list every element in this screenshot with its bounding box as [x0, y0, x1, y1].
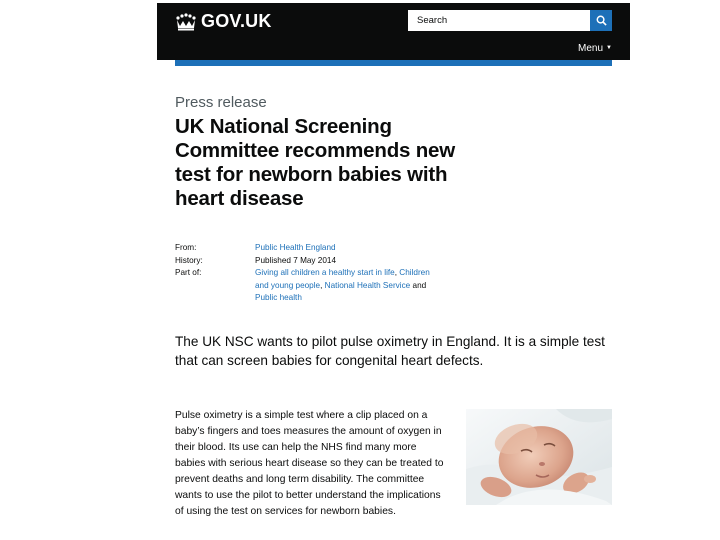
- part-of-link[interactable]: Children and young people: [255, 268, 430, 290]
- link-separator: and: [412, 280, 427, 290]
- menu-toggle[interactable]: [578, 43, 612, 54]
- history-label: History:: [175, 255, 203, 265]
- govuk-logo[interactable]: [175, 11, 272, 32]
- from-label: From:: [175, 243, 197, 252]
- site-header: [157, 3, 630, 60]
- part-of-link[interactable]: Public health: [255, 293, 302, 302]
- page-container: [157, 3, 630, 540]
- search-button[interactable]: [590, 10, 612, 31]
- metadata-history-row: [175, 255, 435, 268]
- newborn-baby-photo: [466, 409, 612, 505]
- page-title: UK National Screening Committee recommends new test for newborn babies with heart disease: [175, 115, 455, 210]
- document-type-caption: Press release: [175, 94, 267, 111]
- crown-icon: [175, 13, 197, 31]
- metadata-part-of-row: [175, 267, 435, 305]
- summary-lede: The UK NSC wants to pilot pulse oximetry in England. It is a simple test that can screen babies for congenital heart defects.: [175, 334, 605, 368]
- menu-label: Menu: [578, 43, 604, 54]
- part-of-links: [255, 267, 435, 305]
- body-paragraph: Pulse oximetry is a simple test where a clip placed on a baby’s fingers and toes measures the amount of oxygen in their blood. Its use can help the NHS find many more babies with serious heart disease so they can be treated to prevent deaths and long term disability. The committee wants to use the pilot to better understand the implications of using the test on services for newborn babies.: [175, 410, 444, 517]
- logo-text: GOV.UK: [201, 11, 272, 31]
- part-of-link[interactable]: Giving all children a healthy start in life: [255, 268, 395, 277]
- part-of-link[interactable]: National Health Service: [324, 280, 411, 290]
- link-separator: ,: [394, 268, 397, 277]
- metadata-from-row: [175, 242, 435, 255]
- from-link[interactable]: Public Health England: [255, 243, 336, 252]
- part-of-label: Part of:: [175, 268, 202, 277]
- search-icon: [596, 15, 607, 26]
- metadata-list: [175, 242, 435, 305]
- search-input[interactable]: [408, 10, 612, 31]
- newborn-baby-illustration: [466, 409, 612, 505]
- history-value: Published 7 May 2014: [255, 255, 337, 265]
- link-separator: ,: [320, 280, 323, 290]
- caret-down-icon: ▼: [606, 45, 612, 52]
- header-accent-bar: [175, 60, 612, 66]
